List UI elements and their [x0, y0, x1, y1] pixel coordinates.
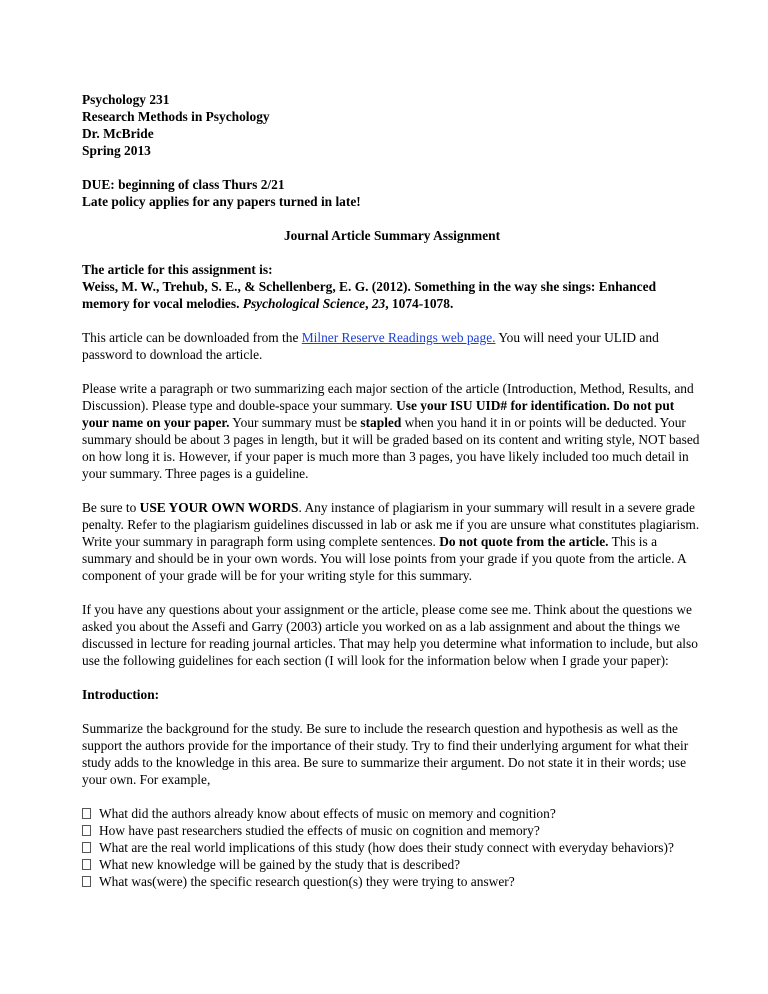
late-policy: Late policy applies for any papers turned in late!	[82, 194, 361, 209]
checkbox-icon	[82, 808, 91, 819]
checkbox-icon	[82, 859, 91, 870]
journal-name: Psychological Science	[242, 296, 366, 311]
list-item: What new knowledge will be gained by the study that is described?	[82, 856, 702, 873]
summary-instructions: Please write a paragraph or two summarizing each major section of the article (Introduction, Method, Results, and Discussion). Please type and double-space your summary. Use your ISU UID# for identification. Do not put your name on your paper. Your summary must be stapled when you hand it in or points will be deducted. Your summary should be about 3 pages in length, but it will be graded based on its content and writing style, NOT based on how long it is. However, if your paper is much more than 3 pages, you have likely included too much detail in your summary. Three pages is a guideline.	[82, 381, 700, 481]
download-paragraph: This article can be downloaded from the Milner Reserve Readings web page. You will need your ULID and password to download the article.	[82, 330, 659, 362]
checkbox-icon	[82, 825, 91, 836]
term: Spring 2013	[82, 143, 151, 158]
own-words-paragraph: Be sure to USE YOUR OWN WORDS. Any instance of plagiarism in your summary will result in a severe grade penalty. Refer to the plagiarism guidelines discussed in lab or ask me if you are unsure what constitutes plagiarism. Write your summary in paragraph form using complete sentences. Do not quote from the article. This is a summary and should be in your own words. You will lose points from your grade if you quote from the article. A component of your grade will be for your writing style for this summary.	[82, 500, 700, 583]
list-item: What did the authors already know about effects of music on memory and cognition?	[82, 805, 702, 822]
article-citation-block	[82, 261, 702, 312]
questions-paragraph: If you have any questions about your assignment or the article, please come see me. Think about the questions we asked you about the Assefi and Garry (2003) article you worked on as a lab assignment and about the things we discussed in lecture for reading journal articles. That may help you determine what information to include, but also use the following guidelines for each section (I will look for the information below when I grade your paper):	[82, 602, 698, 668]
list-item: How have past researchers studied the effects of music on cognition and memory?	[82, 822, 702, 839]
document-page	[82, 91, 702, 890]
instructor-name: Dr. McBride	[82, 126, 154, 141]
due-notice	[82, 176, 702, 210]
article-intro: The article for this assignment is:	[82, 262, 273, 277]
reserve-readings-link[interactable]: Milner Reserve Readings web page.	[301, 330, 496, 345]
checkbox-icon	[82, 842, 91, 853]
list-item: What was(were) the specific research question(s) they were trying to answer?	[82, 873, 702, 890]
question-list	[82, 805, 702, 890]
course-header	[82, 91, 702, 159]
due-date: DUE: beginning of class Thurs 2/21	[82, 177, 285, 192]
journal-volume: 23	[371, 296, 386, 311]
checkbox-icon	[82, 876, 91, 887]
assignment-title: Journal Article Summary Assignment	[283, 228, 501, 243]
introduction-heading: Introduction:	[82, 687, 160, 702]
introduction-paragraph: Summarize the background for the study. Be sure to include the research question and hypothesis as well as the support the authors provide for the importance of their study. Try to find their underlying argument for what their study adds to the knowledge in this area. Be sure to summarize their argument. Do not state it in their words; use your own. For example,	[82, 721, 689, 787]
list-item: What are the real world implications of this study (how does their study connect with everyday behaviors)?	[82, 839, 702, 856]
article-citation: Weiss, M. W., Trehub, S. E., & Schellenberg, E. G. (2012). Something in the way she sings: Enhanced memory for vocal melodies. Psychological Science, 23, 1074-1078.	[82, 279, 657, 311]
course-title: Research Methods in Psychology	[82, 109, 270, 124]
course-number: Psychology 231	[82, 92, 170, 107]
